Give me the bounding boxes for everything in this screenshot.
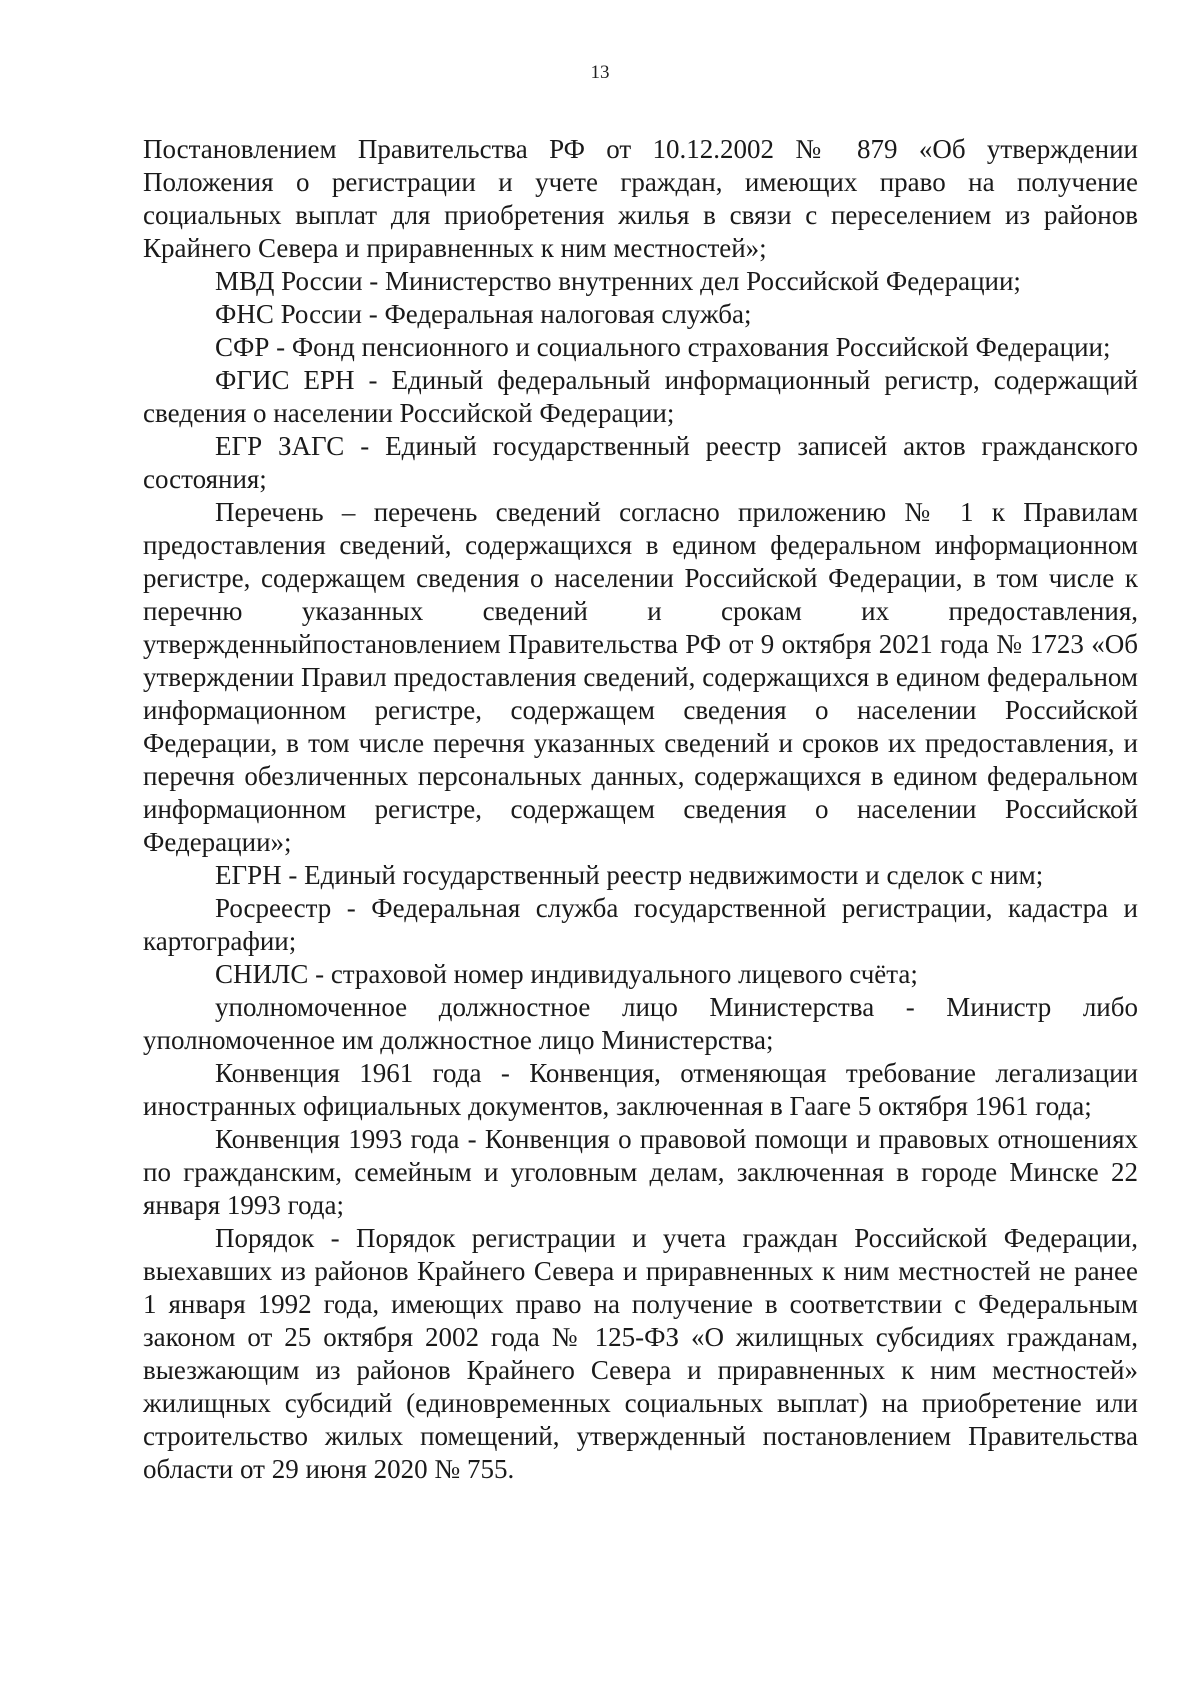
paragraph-convention-1993: Конвенция 1993 года - Конвенция о правовой помощи и правовых отношениях по гражданским, семейным и уголовным делам, заключенная в городе Минске 22 января 1993 года; [143,1124,1138,1220]
paragraph-authorized-official: уполномоченное должностное лицо Министерства - Министр либо уполномоченное им должностное лицо Министерства; [143,992,1138,1055]
paragraph-perechen: Перечень – перечень сведений согласно приложению № 1 к Правилам предоставления сведений, содержащихся в едином федеральном информационном регистре, содержащем сведения о населении Российской Федерации, в том числе к перечню указанных сведений и срокам их предоставления, утвержденныйпостановлением Правительства РФ от 9 октября 2021 года № 1723 «Об утверждении Правил предоставления сведений, содержащихся в едином федеральном информационном регистре, содержащем сведения о населении Российской Федерации, в том числе перечня указанных сведений и сроков их предоставления, и перечня обезличенных персональных данных, содержащихся в едином федеральном информационном регистре, содержащем сведения о населении Российской Федерации»; [143,497,1138,857]
paragraph-fns: ФНС России - Федеральная налоговая служба; [215,299,752,329]
paragraph-egrn: ЕГРН - Единый государственный реестр недвижимости и сделок с ним; [215,860,1044,890]
paragraph-sfr: СФР - Фонд пенсионного и социального страхования Российской Федерации; [215,332,1111,362]
paragraph-fgis-ern: ФГИС ЕРН - Единый федеральный информационный регистр, содержащий сведения о населении Российской Федерации; [143,365,1138,428]
paragraph-snils: СНИЛС - страховой номер индивидуального лицевого счёта; [215,959,918,989]
page-number: 13 [590,62,610,83]
paragraph-egr-zags: ЕГР ЗАГС - Единый государственный реестр записей актов гражданского состояния; [143,431,1138,494]
paragraph-poryadok: Порядок - Порядок регистрации и учета граждан Российской Федерации, выехавших из районов Крайнего Севера и приравненных к ним местностей не ранее 1 января 1992 года, имеющих право на получение в соответствии с Федеральным законом от 25 октября 2002 года № 125-ФЗ «О жилищных субсидиях гражданам, выезжающим из районов Крайнего Севера и приравненных к ним местностей» жилищных субсидий (единовременных социальных выплат) на приобретение или строительство жилых помещений, утвержденный постановлением Правительства области от 29 июня 2020 № 755. [143,1223,1138,1484]
paragraph-rosreestr: Росреестр - Федеральная служба государственной регистрации, кадастра и картографии; [143,893,1138,956]
paragraph-mvd: МВД России - Министерство внутренних дел Российской Федерации; [215,266,1021,296]
paragraph-continuation: Постановлением Правительства РФ от 10.12.2002 № 879 «Об утверждении Положения о регистрации и учете граждан, имеющих право на получение социальных выплат для приобретения жилья в связи с переселением из районов Крайнего Севера и приравненных к ним местностей»; [143,134,1138,263]
paragraph-convention-1961: Конвенция 1961 года - Конвенция, отменяющая требование легализации иностранных официальных документов, заключенная в Гааге 5 октября 1961 года; [143,1058,1138,1121]
document-body [143,133,1138,1486]
